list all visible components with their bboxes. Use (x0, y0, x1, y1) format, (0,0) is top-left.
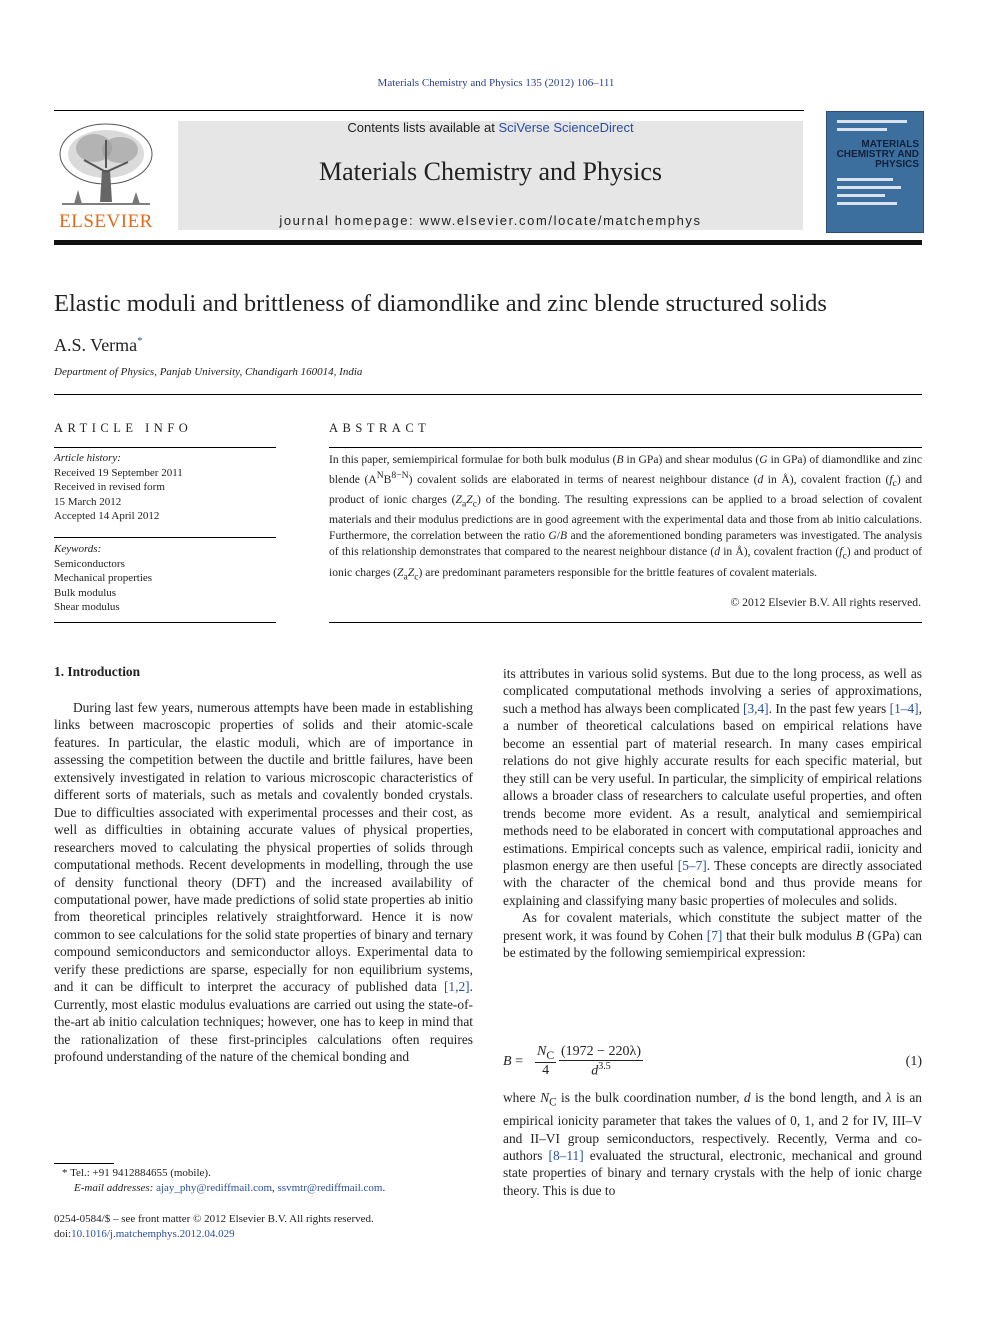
citation-link[interactable]: [1,2] (443, 979, 470, 995)
contents-prefix: Contents lists available at (347, 120, 499, 135)
citation-link[interactable]: [8–11] (548, 1148, 584, 1164)
contents-line (178, 120, 803, 135)
author-line (54, 335, 143, 356)
article-info-heading: ARTICLE INFO (54, 421, 193, 435)
elsevier-wordmark: ELSEVIER (59, 211, 153, 232)
doi-link[interactable]: 10.1016/j.matchemphys.2012.04.029 (71, 1228, 235, 1240)
keyword-item: Bulk modulus (54, 586, 117, 599)
author-name: A.S. Verma (54, 335, 138, 355)
equation-fraction-1: $\frac{N_C}{4}$ (537, 1044, 555, 1078)
top-rule (54, 110, 804, 111)
cover-bar (837, 120, 907, 123)
corresponding-author-mark[interactable]: * (137, 335, 143, 347)
homepage-link[interactable]: www.elsevier.com/locate/matchemphys (419, 213, 702, 228)
section-heading-introduction: 1. Introduction (54, 664, 141, 679)
affiliation-rule (54, 394, 922, 395)
email-link-1[interactable]: ajay_phy@rediffmail.com (156, 1182, 273, 1194)
elsevier-tree-icon (54, 120, 158, 212)
footnote-tel-line: * Tel.: +91 9412884655 (mobile). (62, 1167, 211, 1179)
cover-bar (837, 194, 885, 197)
article-info-rule (54, 537, 276, 538)
journal-cover-thumbnail[interactable] (826, 111, 924, 233)
corresponding-author-footnote (54, 1166, 473, 1196)
equation-lhs: B = (503, 1054, 523, 1069)
email-link-2[interactable]: ssvmtr@rediffmail.com (277, 1182, 383, 1194)
keywords-label: Keywords: (54, 543, 102, 555)
abstract-rule (329, 447, 922, 448)
keywords (54, 542, 276, 615)
body-column-left (54, 699, 473, 1066)
author-affiliation: Department of Physics, Panjab University, Chandigarh 160014, India (54, 366, 363, 378)
cover-title: MATERIALS CHEMISTRY AND PHYSICS (836, 139, 919, 170)
citation-link[interactable]: [3,4] (742, 700, 769, 716)
homepage-prefix: journal homepage: (279, 213, 420, 228)
front-matter-line: 0254-0584/$ – see front matter © 2012 Elsevier B.V. All rights reserved. (54, 1213, 374, 1225)
citation-link[interactable]: [1–4] (889, 700, 919, 716)
cover-bar (837, 178, 893, 181)
intro-paragraph-1: During last few years, numerous attempts have been made in establishing links between macroscopic properties of solids and their atomic-scale features. In particular, the elastic moduli, which are of importance in assessing the competition between the ductile and brittle failures, have been extensively investigated in relation to various microscopic characteristics of different sorts of materials, such as metals and covalently bonded crystals. Due to difficulties associated with experimental processes and their cost, as well as difficulties in obtaining accurate values of physical properties, researchers moved to calculating the physical properties of solids through computational methods. Recent developments in modelling, through the use of density functional theory (DFT) and the increased availability of computational power, have made predictions of solid state properties ab initio from theoretical principles relatively straightforward. Hence it is now common to see calculations for the solid state properties of binary and ternary compound semiconductors and semiconductor alloys. Experimental data to verify these predictions are sparse, especially for non equilibrium systems, and it can be difficult to interpret the accuracy of published data [1,2]. Currently, most elastic modulus evaluations are carried out using the state-of-the-art ab initio calculation techniques; however, one has to keep in mind that the rationalization of these first-principles calculations often requires profound understanding of the nature of the chemical bonding and (54, 700, 473, 1065)
page-footer (54, 1212, 554, 1242)
cover-bar (837, 202, 897, 205)
footnote-email-line: E-mail addresses: ajay_phy@rediffmail.com, ssvmtr@rediffmail.com. (74, 1182, 386, 1194)
history-item: Accepted 14 April 2012 (54, 510, 160, 522)
abstract-copyright: © 2012 Elsevier B.V. All rights reserved. (730, 596, 921, 609)
equation-fraction-2: $\frac{(1972 - 220\lambda)}{d^{3.5}}$ (561, 1044, 642, 1079)
abstract-text: In this paper, semiempirical formulae for both bulk modulus (B in GPa) and shear modulus (G in GPa) of diamondlike and zinc blende $(A^NB^{8-N})$ covalent solids are elaborated in terms of nearest neighbour distance (d in Å), covalent fraction $(f_c)$ and product of ionic charges $(Z_aZ_c)$ of the bonding. The resulting expressions can be applied to a broad selection of covalent materials and their modulus predictions are in good agreement with the experimental data and those from ab initio calculations. Furthermore, the correlation between the ratio G/B and the aforementioned bonding parameters was investigated. The analysis of this relationship demonstrates that compared to the nearest neighbour distance (d in Å), covalent fraction $(f_c)$ and product of ionic charges $(Z_aZ_c)$ are predominant parameters responsible for the brittle features of covalent materials. (329, 453, 922, 583)
history-item: Received 19 September 2011 (54, 466, 183, 479)
doi-line (54, 1227, 554, 1242)
journal-reference[interactable]: Materials Chemistry and Physics 135 (2012) 106–111 (377, 77, 615, 89)
footnote-rule (54, 1163, 114, 1164)
history-item: Received in revised form (54, 481, 165, 493)
cover-bar (837, 128, 887, 131)
article-title: Elastic moduli and brittleness of diamondlike and zinc blende structured solids (54, 290, 827, 317)
article-history-label: Article history: (54, 452, 121, 464)
abstract-heading: ABSTRACT (329, 421, 431, 435)
sciencedirect-link[interactable]: SciVerse ScienceDirect (498, 120, 634, 135)
intro-paragraph-2: As for covalent materials, which constitute the subject matter of the present work, it was found by Cohen [7] that their bulk modulus B (GPa) can be estimated by the following semiempirical expression: (503, 910, 923, 961)
equation-1 (503, 1042, 922, 1082)
journal-title: Materials Chemistry and Physics (318, 157, 662, 186)
body-column-right-continued (503, 1089, 922, 1199)
header-thick-rule (54, 240, 922, 245)
journal-homepage (178, 213, 803, 228)
article-info-rule (54, 622, 276, 623)
equation-number: (1) (905, 1054, 922, 1069)
article-history (54, 451, 276, 524)
citation-link[interactable]: [7] (706, 927, 723, 943)
intro-paragraph-3: where $N_C$ is the bulk coordination number, d is the bond length, and λ is an empirical ionicity parameter that takes the values of 0, 1, and 2 for IV, III–V and II–VI group semiconductors, respectively. Recently, Verma and co-authors [8–11] evaluated the structural, electronic, mechanical and ground state properties of binary and ternary crystals with the help of ionic charge theory. This is due to (503, 1090, 922, 1198)
article-info-rule (54, 447, 276, 448)
doi-prefix: doi: (54, 1228, 72, 1240)
citation-link[interactable]: [5–7] (677, 857, 707, 873)
footnote-email-label: E-mail addresses: (74, 1182, 154, 1194)
keyword-item: Mechanical properties (54, 572, 153, 584)
body-column-right (503, 665, 922, 962)
keyword-item: Semiconductors (54, 557, 125, 570)
abstract-rule (329, 622, 922, 623)
footnote-tel: Tel.: +91 9412884655 (mobile). (70, 1167, 211, 1179)
cover-bar (837, 186, 901, 189)
intro-paragraph-1-cont: its attributes in various solid systems. But due to the long process, as well as complicated computational methods involving a series of approximations, such a method has always been complicated [3,4]. In the past few years [1–4], a number of theoretical calculations based on empirical relations have become an essential part of material research. In many cases empirical relations do not give highly accurate results for each specific material, but they still can be very useful. In particular, the simplicity of empirical relations allows a broader class of researchers to calculate useful properties, and often trends become more evident. As a result, analytical and semiempirical methods need to be elaborated in concert with computational approaches and estimations. Empirical concepts such as valence, empirical radii, ionicity and plasmon energy are then useful [5–7]. These concepts are directly associated with the character of the chemical bond and thus provide means for explaining and classifying many basic properties of molecules and solids. (503, 666, 922, 908)
history-item: 15 March 2012 (54, 495, 122, 508)
keyword-item: Shear modulus (54, 601, 120, 613)
